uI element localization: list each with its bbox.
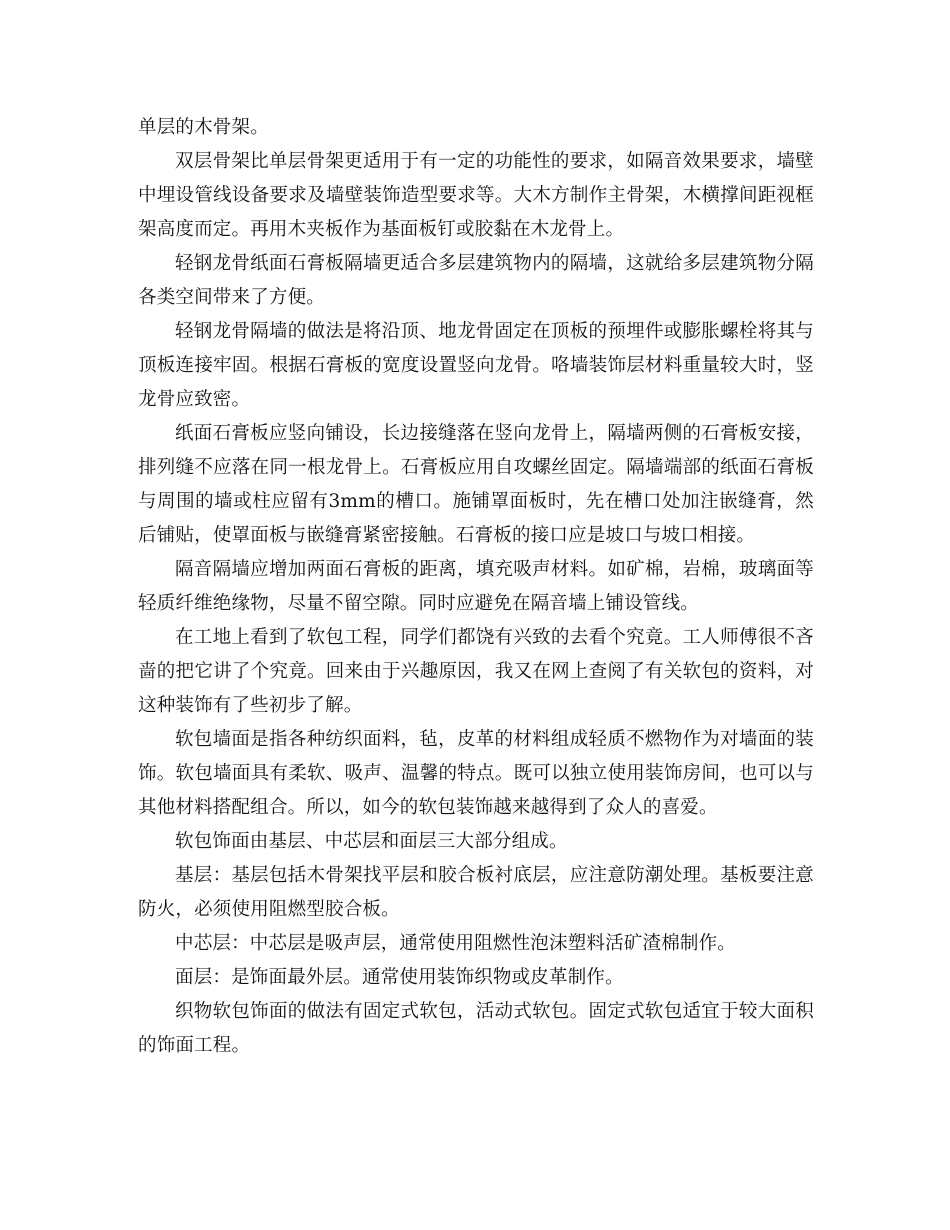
paragraph-soft-wall-layers: 软包饰面由基层、中芯层和面层三大部分组成。 [175, 831, 568, 852]
paragraph-double-frame: 双层骨架比单层骨架更适用于有一定的功能性的要求，如隔音效果要求，墙壁中埋设管线设备要求及墙壁装饰造型要求等。大木方制作主骨架，木横撑间距视框架高度而定。再用木夹板作为基面板钉或胶黏在木龙骨上。 [138, 151, 814, 240]
paragraph-light-steel-method: 轻钢龙骨隔墙的做法是将沿顶、地龙骨固定在顶板的预埋件或膨胀螺栓将其与顶板连接牢固。根据石膏板的宽度设置竖向龙骨。咯墙装饰层材料重量较大时，竖龙骨应致密。 [138, 321, 814, 410]
paragraph-soft-wall-definition: 软包墙面是指各种纺织面料，毡，皮革的材料组成轻质不燃物作为对墙面的装饰。软包墙面具有柔软、吸声、温馨的特点。既可以独立使用装饰房间，也可以与其他材料搭配组合。所以，如今的软包装饰越来越得到了众人的喜爱。 [138, 729, 814, 818]
paragraph-continuation: 单层的木骨架。 [138, 117, 269, 138]
paragraph-fabric-soft-wall: 织物软包饰面的做法有固定式软包，活动式软包。固定式软包适宜于较大面积的饰面工程。 [138, 1001, 814, 1056]
paragraph-light-steel-gypsum: 轻钢龙骨纸面石膏板隔墙更适合多层建筑物内的隔墙，这就给多层建筑物分隔各类空间带来了方便。 [138, 253, 814, 308]
paragraph-site-visit: 在工地上看到了软包工程，同学们都饶有兴致的去看个究竟。工人师傅很不吝啬的把它讲了个究竟。回来由于兴趣原因，我又在网上查阅了有关软包的资料，对这种装饰有了些初步了解。 [138, 627, 814, 716]
paragraph-base-layer: 基层：基层包括木骨架找平层和胶合板衬底层，应注意防潮处理。基板要注意防火，必须使用阻燃型胶合板。 [138, 865, 814, 920]
document-body [138, 111, 814, 1063]
paragraph-surface-layer: 面层：是饰面最外层。通常使用装饰织物或皮革制作。 [175, 967, 624, 988]
paragraph-soundproof-wall: 隔音隔墙应增加两面石膏板的距离，填充吸声材料。如矿棉，岩棉，玻璃面等轻质纤维绝缘物，尽量不留空隙。同时应避免在隔音墙上铺设管线。 [138, 559, 814, 614]
paragraph-gypsum-board: 纸面石膏板应竖向铺设，长边接缝落在竖向龙骨上，隔墙两侧的石膏板安接，排列缝不应落在同一根龙骨上。石膏板应用自攻螺丝固定。隔墙端部的纸面石膏板与周围的墙或柱应留有3mm的槽口。施铺罩面板时，先在槽口处加注嵌缝膏，然后铺贴，使罩面板与嵌缝膏紧密接触。石膏板的接口应是坡口与坡口相接。 [138, 423, 814, 546]
paragraph-core-layer: 中芯层：中芯层是吸声层，通常使用阻燃性泡沫塑料活矿渣棉制作。 [175, 933, 737, 954]
